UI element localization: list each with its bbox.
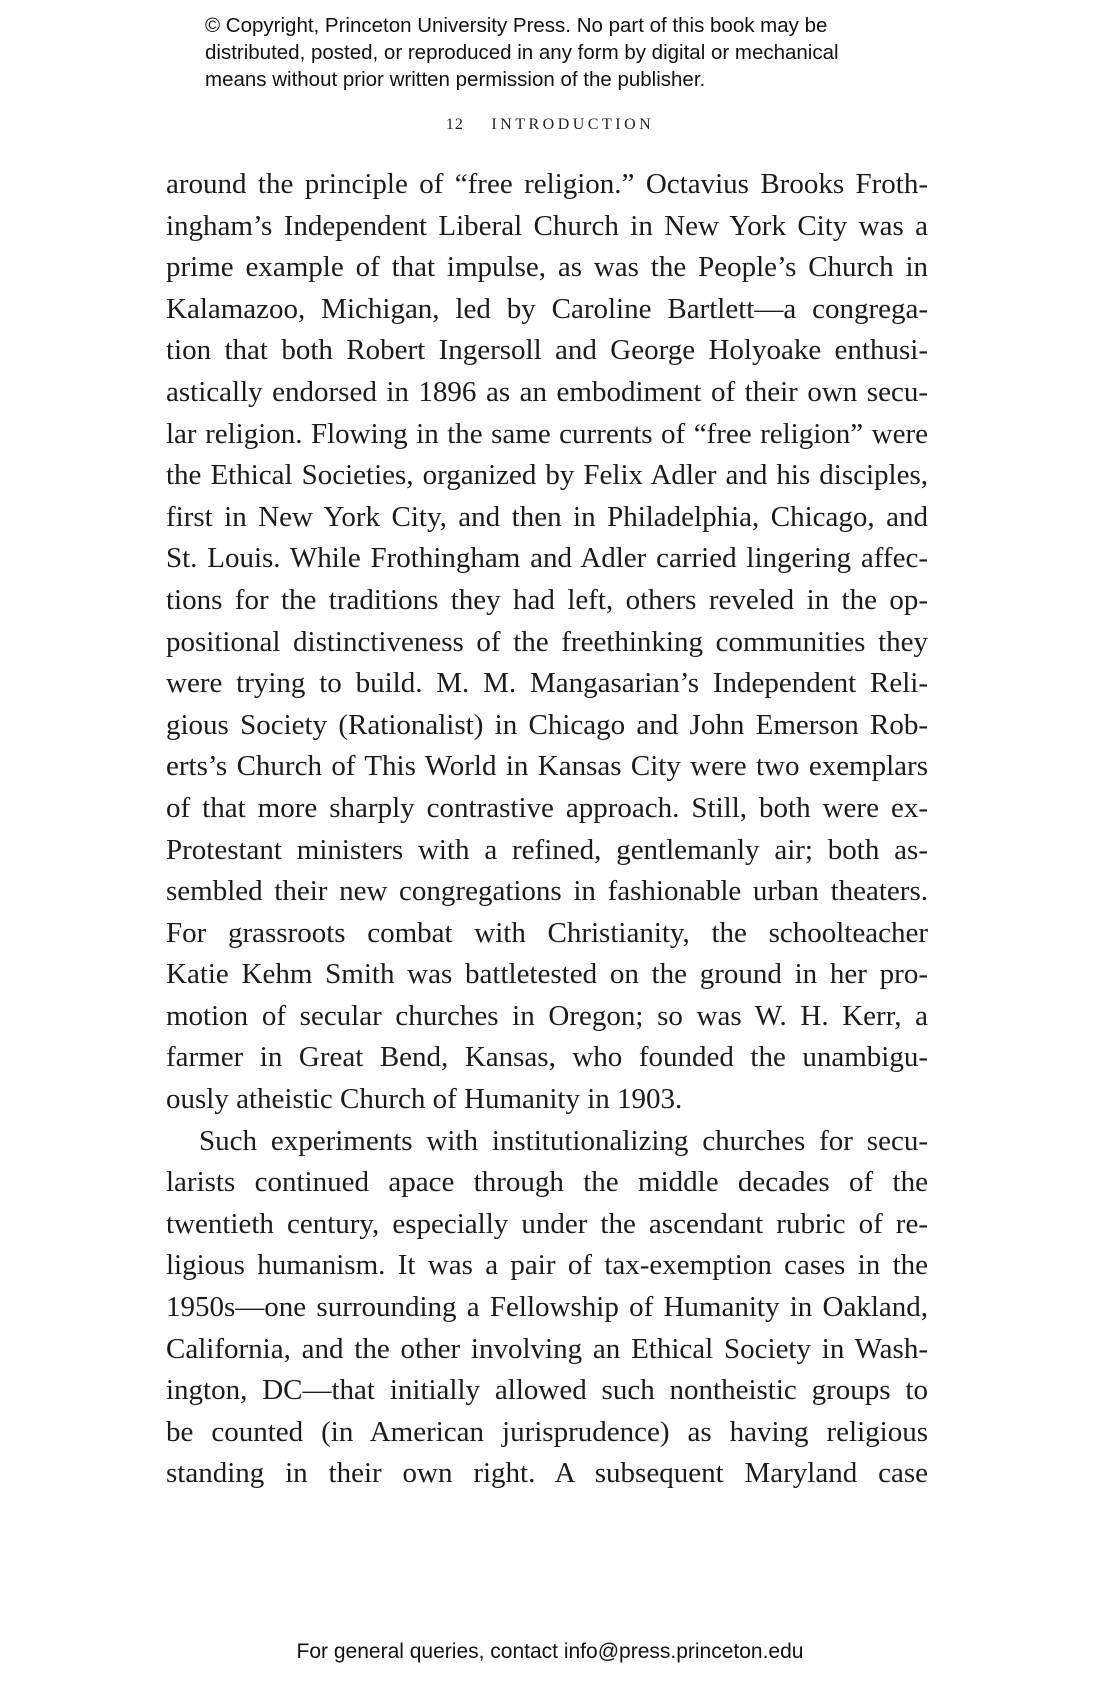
- text-line: California, and the other involving an Ethical Society in Wash-: [166, 1332, 928, 1365]
- text-line: farmer in Great Bend, Kansas, who founded the unambigu-: [166, 1041, 928, 1074]
- text-line: ington, DC—that initially allowed such nontheistic groups to: [166, 1374, 928, 1407]
- text-line: were trying to build. M. M. Mangasarian’s Independent Reli-: [166, 667, 928, 700]
- paragraph: [166, 1121, 928, 1495]
- text-line: prime example of that impulse, as was the People’s Church in: [166, 251, 928, 284]
- text-line: of that more sharply contrastive approach. Still, both were ex-: [166, 791, 928, 824]
- copyright-notice: [205, 12, 925, 93]
- page-number: 12: [445, 116, 464, 133]
- text-line: Kalamazoo, Michigan, led by Caroline Bartlett—a congrega-: [166, 292, 928, 325]
- text-line: standing in their own right. A subsequent Maryland case: [166, 1457, 928, 1490]
- text-line: tions for the traditions they had left, others reveled in the op-: [166, 583, 928, 616]
- text-line: lar religion. Flowing in the same currents of “free religion” were: [166, 417, 928, 450]
- text-line: erts’s Church of This World in Kansas City were two exemplars: [166, 750, 928, 783]
- text-line: ously atheistic Church of Humanity in 1903.: [166, 1083, 683, 1116]
- text-line: 1950s—one surrounding a Fellowship of Humanity in Oakland,: [166, 1291, 928, 1324]
- text-line: Katie Kehm Smith was battletested on the ground in her pro-: [166, 958, 928, 991]
- text-line: positional distinctiveness of the freethinking communities they: [166, 625, 928, 658]
- text-line: ingham’s Independent Liberal Church in New York City was a: [166, 209, 928, 242]
- paragraph: [166, 164, 928, 1121]
- text-line: larists continued apace through the middle decades of the: [166, 1166, 928, 1199]
- text-line: tion that both Robert Ingersoll and George Holyoake enthusi-: [166, 334, 928, 367]
- copyright-line: means without prior written permission of the publisher.: [205, 68, 706, 91]
- text-line: St. Louis. While Frothingham and Adler carried lingering affec-: [166, 542, 928, 575]
- copyright-line: distributed, posted, or reproduced in any form by digital or mechanical: [205, 41, 839, 64]
- section-title: INTRODUCTION: [491, 116, 655, 133]
- text-line: gious Society (Rationalist) in Chicago and John Emerson Rob-: [166, 708, 928, 741]
- text-line: Protestant ministers with a refined, gentlemanly air; both as-: [166, 833, 928, 866]
- text-line: first in New York City, and then in Philadelphia, Chicago, and: [166, 500, 928, 533]
- text-line: For grassroots combat with Christianity, the schoolteacher: [166, 916, 928, 949]
- running-head: [0, 116, 1100, 134]
- text-line: twentieth century, especially under the ascendant rubric of re-: [166, 1207, 928, 1240]
- text-line: be counted (in American jurisprudence) as having religious: [166, 1415, 928, 1448]
- text-line: motion of secular churches in Oregon; so was W. H. Kerr, a: [166, 999, 928, 1032]
- body-text: [166, 164, 928, 1495]
- copyright-line: © Copyright, Princeton University Press. No part of this book may be: [205, 14, 828, 37]
- text-line: around the principle of “free religion.” Octavius Brooks Froth-: [166, 168, 928, 200]
- text-line: ligious humanism. It was a pair of tax-exemption cases in the: [166, 1249, 928, 1282]
- text-line: the Ethical Societies, organized by Felix Adler and his disciples,: [166, 459, 928, 492]
- text-line: astically endorsed in 1896 as an embodiment of their own secu-: [166, 375, 928, 408]
- footer-contact: For general queries, contact info@press.princeton.edu: [296, 1640, 804, 1663]
- text-line: sembled their new congregations in fashionable urban theaters.: [166, 875, 928, 908]
- text-line: Such experiments with institutionalizing churches for secu-: [199, 1124, 928, 1157]
